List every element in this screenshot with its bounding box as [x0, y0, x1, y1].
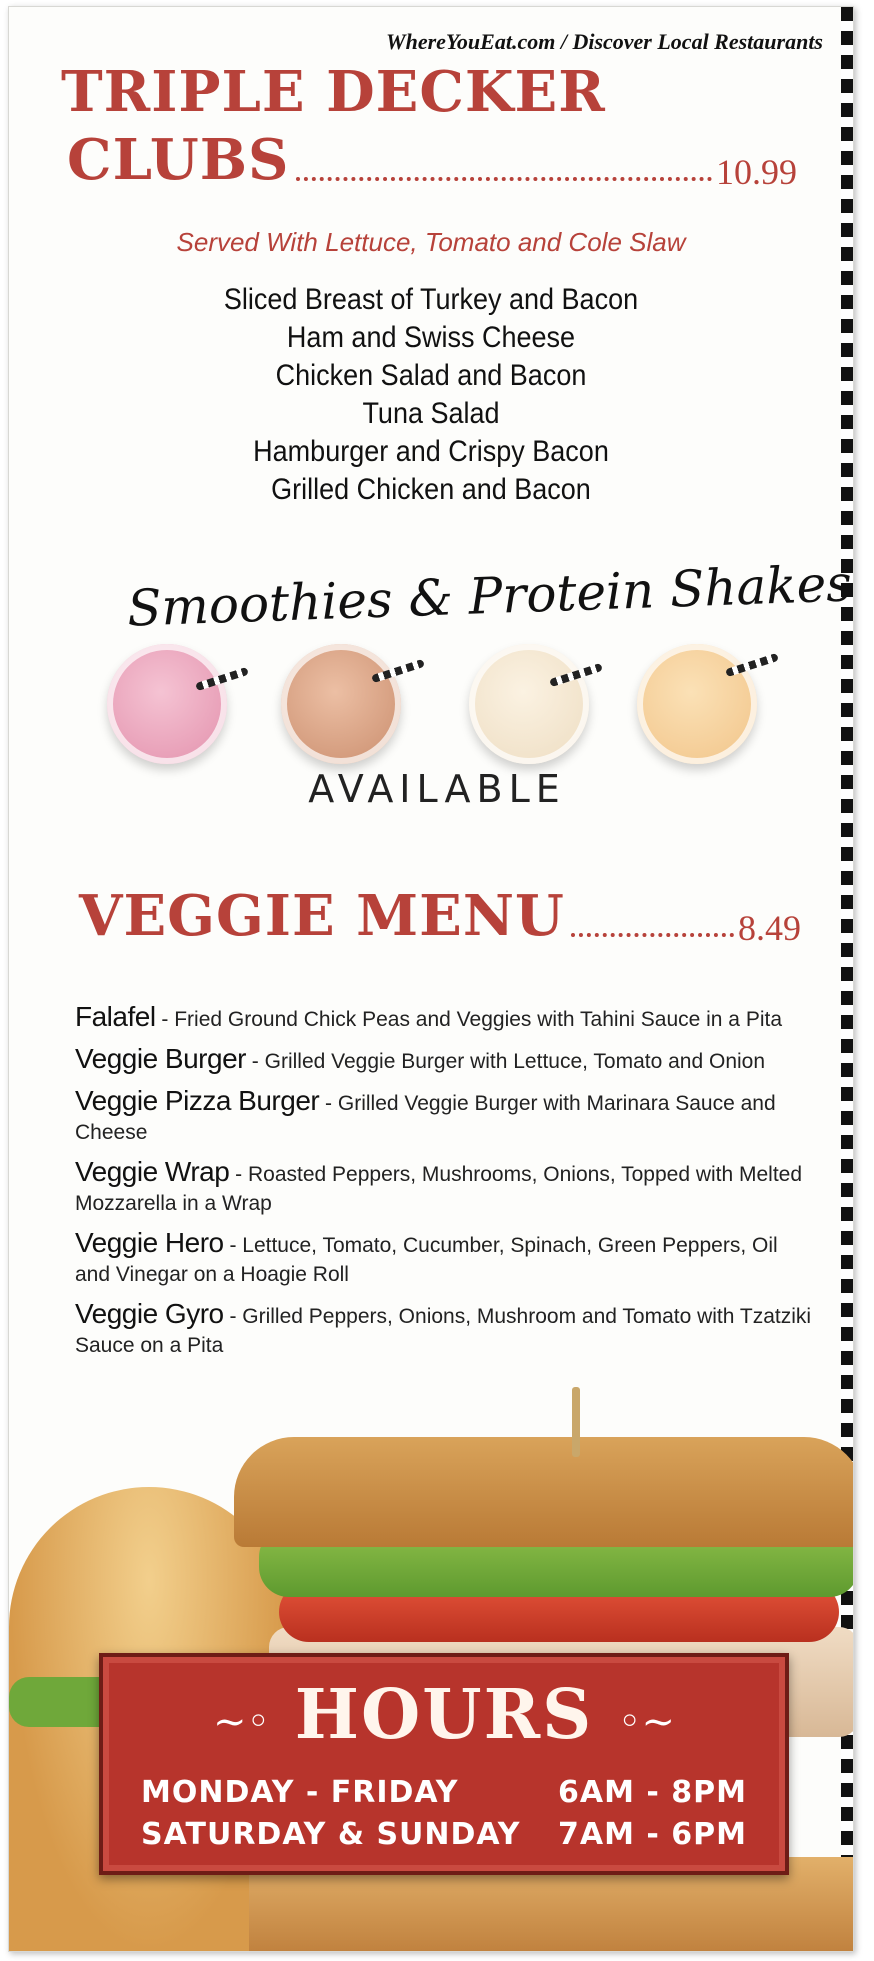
item-name: Veggie Gyro [75, 1298, 224, 1329]
hours-title: HOURS [294, 1675, 594, 1755]
item-description: - Fried Ground Chick Peas and Veggies with Tahini Sauce in a Pita [155, 1008, 783, 1031]
veggie-price-line [79, 883, 801, 949]
list-item: Tuna Salad [362, 397, 500, 430]
peach-smoothie-icon [637, 644, 757, 764]
hours-days: SATURDAY & SUNDAY [141, 1817, 521, 1852]
item-description: - Grilled Veggie Burger with Marinara Sauce and Cheese [75, 1092, 776, 1144]
clubs-subtitle: Served With Lettuce, Tomato and Cole Slaw [176, 227, 686, 257]
veggie-list [75, 1002, 815, 1370]
list-item [75, 1086, 815, 1147]
smoothies-available: AVAILABLE [308, 767, 566, 811]
smoothies-title: Smoothies & Protein Shakes [126, 554, 853, 638]
list-item: Sliced Breast of Turkey and Bacon [223, 283, 639, 316]
vanilla-shake-icon [469, 644, 589, 764]
hours-time: 7AM - 6PM [558, 1817, 747, 1852]
list-item: Grilled Chicken and Bacon [271, 473, 591, 506]
list-item: Chicken Salad and Bacon [275, 359, 587, 392]
item-name: Veggie Hero [75, 1227, 224, 1258]
veggie-price: 8.49 [738, 908, 801, 948]
hours-row [141, 1775, 747, 1810]
veggie-title: VEGGIE MENU [79, 883, 565, 949]
clubs-list [9, 281, 853, 509]
list-item [75, 1002, 815, 1034]
list-item [75, 1228, 815, 1289]
list-item: Ham and Swiss Cheese [286, 321, 576, 354]
item-description: - Grilled Peppers, Onions, Mushroom and Tomato with Tzatziki Sauce on a Pita [75, 1305, 812, 1357]
item-name: Falafel [75, 1001, 156, 1032]
swirl-left-icon: ~◦ [213, 1699, 271, 1745]
hours-days: MONDAY - FRIDAY [141, 1775, 459, 1810]
hours-row [141, 1817, 747, 1852]
clubs-title-line1: TRIPLE DECKER [61, 59, 606, 125]
item-description: - Roasted Peppers, Mushrooms, Onions, Topped with Melted Mozzarella in a Wrap [75, 1163, 803, 1215]
clubs-price: 10.99 [716, 152, 797, 192]
strawberry-smoothie-icon [107, 644, 227, 764]
hours-box [99, 1653, 789, 1875]
swirl-right-icon: ◦~ [617, 1699, 675, 1745]
item-description: - Lettuce, Tomato, Cucumber, Spinach, Green Peppers, Oil and Vinegar on a Hoagie Roll [75, 1234, 778, 1286]
hours-time: 6AM - 8PM [558, 1775, 747, 1810]
leader-dots [296, 177, 713, 181]
list-item: Hamburger and Crispy Bacon [253, 435, 609, 468]
list-item [75, 1299, 815, 1360]
list-item [75, 1044, 815, 1076]
clubs-title-line2: CLUBS [67, 127, 290, 193]
chocolate-shake-icon [281, 644, 401, 764]
site-banner: WhereYouEat.com / Discover Local Restaurants [386, 29, 823, 54]
item-name: Veggie Burger [75, 1043, 246, 1074]
toothpick-image [572, 1387, 580, 1457]
bread-top-image [234, 1437, 854, 1547]
list-item [75, 1157, 815, 1218]
clubs-price-line [67, 127, 797, 193]
leader-dots [571, 933, 734, 937]
item-name: Veggie Pizza Burger [75, 1085, 320, 1116]
item-description: - Grilled Veggie Burger with Lettuce, Tomato and Onion [245, 1050, 766, 1073]
item-name: Veggie Wrap [75, 1156, 230, 1187]
menu-page [8, 6, 854, 1952]
